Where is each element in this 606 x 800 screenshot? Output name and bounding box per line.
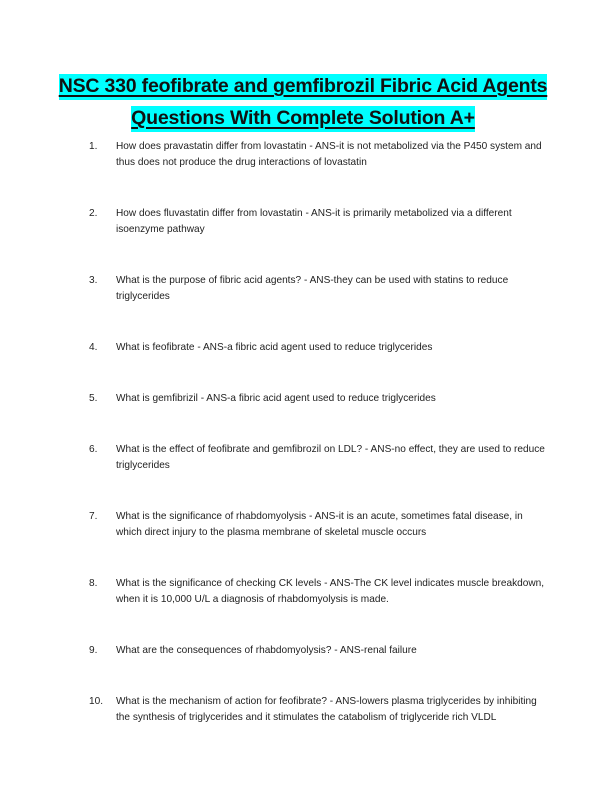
list-item — [89, 391, 549, 407]
item-number: 6. — [89, 444, 98, 455]
item-number: 1. — [89, 141, 98, 152]
item-text: How does pravastatin differ from lovastatin - ANS-it is not metabolized via the P450 system and thus does not produce the drug interactions of lovastatin — [116, 141, 542, 168]
item-text: How does fluvastatin differ from lovastatin - ANS-it is primarily metabolized via a different isoenzyme pathway — [116, 208, 512, 235]
item-number: 2. — [89, 208, 98, 219]
list-item — [89, 643, 549, 659]
item-number: 7. — [89, 511, 98, 522]
list-item — [89, 694, 549, 726]
item-text: What is the significance of rhabdomyolysis - ANS-it is an acute, sometimes fatal disease, in which direct injury to the plasma membrane of skeletal muscle occurs — [116, 511, 523, 538]
item-text: What is the effect of feofibrate and gemfibrozil on LDL? - ANS-no effect, they are used to reduce triglycerides — [116, 444, 545, 471]
item-text: What are the consequences of rhabdomyolysis? - ANS-renal failure — [116, 645, 417, 656]
item-text: What is the significance of checking CK levels - ANS-The CK level indicates muscle breakdown, when it is 10,000 U/L a diagnosis of rhabdomyolysis is made. — [116, 578, 545, 605]
title-line-2: Questions With Complete Solution A+ — [131, 106, 475, 132]
title-line-1: NSC 330 feofibrate and gemfibrozil Fibric Acid Agents — [59, 74, 548, 100]
list-item — [89, 509, 549, 541]
item-number: 8. — [89, 578, 98, 589]
list-item — [89, 442, 549, 474]
item-number: 5. — [89, 393, 98, 404]
item-text: What is gemfibrizil - ANS-a fibric acid agent used to reduce triglycerides — [116, 393, 436, 404]
list-item — [89, 273, 549, 305]
item-number: 10. — [89, 696, 104, 707]
item-number: 9. — [89, 645, 98, 656]
item-text: What is feofibrate - ANS-a fibric acid agent used to reduce triglycerides — [116, 342, 433, 353]
item-number: 3. — [89, 275, 98, 286]
list-item — [89, 340, 549, 356]
item-text: What is the mechanism of action for feofibrate? - ANS-lowers plasma triglycerides by inhibiting the synthesis of triglycerides and it stimulates the catabolism of triglyceride rich VLDL — [116, 696, 537, 723]
list-item — [89, 206, 549, 238]
list-item — [89, 139, 549, 171]
list-item — [89, 576, 549, 608]
item-number: 4. — [89, 342, 98, 353]
item-text: What is the purpose of fibric acid agents? - ANS-they can be used with statins to reduce triglycerides — [116, 275, 509, 302]
